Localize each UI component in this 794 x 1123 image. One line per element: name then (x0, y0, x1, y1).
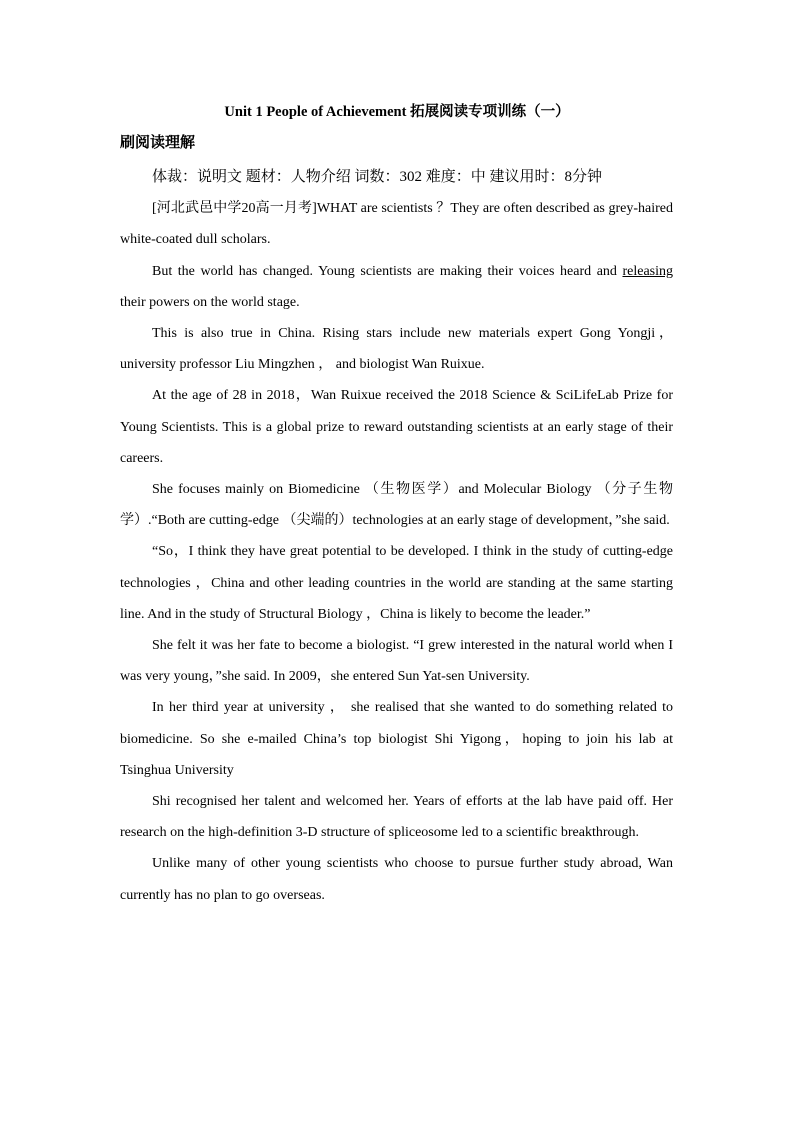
passage-paragraph-8: In her third year at university ， she realised that she wanted to do something related to biomedicine. So she e-mailed China’s top biologist Shi Yigong，hoping to join his lab at Tsinghua University (120, 700, 673, 778)
paragraph-2-text-end: their powers on the world stage. (120, 294, 300, 310)
passage-paragraph-1: [河北武邑中学20高一月考]WHAT are scientists ？They are often described as grey-haired white-coated dull scholars. (120, 201, 673, 248)
passage-paragraph-6: “So，I think they have great potential to be developed. I think in the study of cutting-edge technologies ，China and other leading countries in the world are standing at the same starting line. And in the study of Structural Biology ，China is likely to become the leader.” (120, 544, 673, 622)
passage-paragraph-9: Shi recognised her talent and welcomed her. Years of efforts at the lab have paid off. Her research on the high-definition 3-D structure of spliceosome led to a scientific breakthrough. (120, 794, 673, 841)
passage-paragraph-10: Unlike many of other young scientists who choose to pursue further study abroad, Wan currently has no plan to go overseas. (120, 856, 673, 903)
paragraph-2-text-start: But the world has changed. Young scientists are making their voices heard and (152, 263, 623, 279)
passage-paragraph-7: She felt it was her fate to become a biologist. “I grew interested in the natural world when I was very young，”she said. In 2009，she entered Sun Yat-sen University. (120, 638, 673, 685)
passage-body (120, 162, 673, 911)
passage-paragraph-2 (120, 256, 673, 318)
document-title: Unit 1 People of Achievement 拓展阅读专项训练（一） (224, 104, 570, 120)
passage-paragraph-5: She focuses mainly on Biomedicine （生物医学）and Molecular Biology （分子生物学）.“Both are cutting-edge （尖端的）technologies at an early stage of development，”she said. (120, 482, 673, 529)
underlined-word-releasing: releasing (622, 263, 673, 279)
passage-meta-line: 体裁：说明文 题材：人物介绍 词数：302 难度：中 建议用时：8分钟 (152, 169, 603, 185)
section-heading: 刷阅读理解 (120, 135, 196, 151)
passage-paragraph-4: At the age of 28 in 2018，Wan Ruixue received the 2018 Science & SciLifeLab Prize for Young Scientists. This is a global prize to reward outstanding scientists at an early stage of their careers. (120, 388, 673, 466)
passage-paragraph-3: This is also true in China. Rising stars include new materials expert Gong Yongji，university professor Liu Mingzhen ， and biologist Wan Ruixue. (120, 326, 673, 373)
